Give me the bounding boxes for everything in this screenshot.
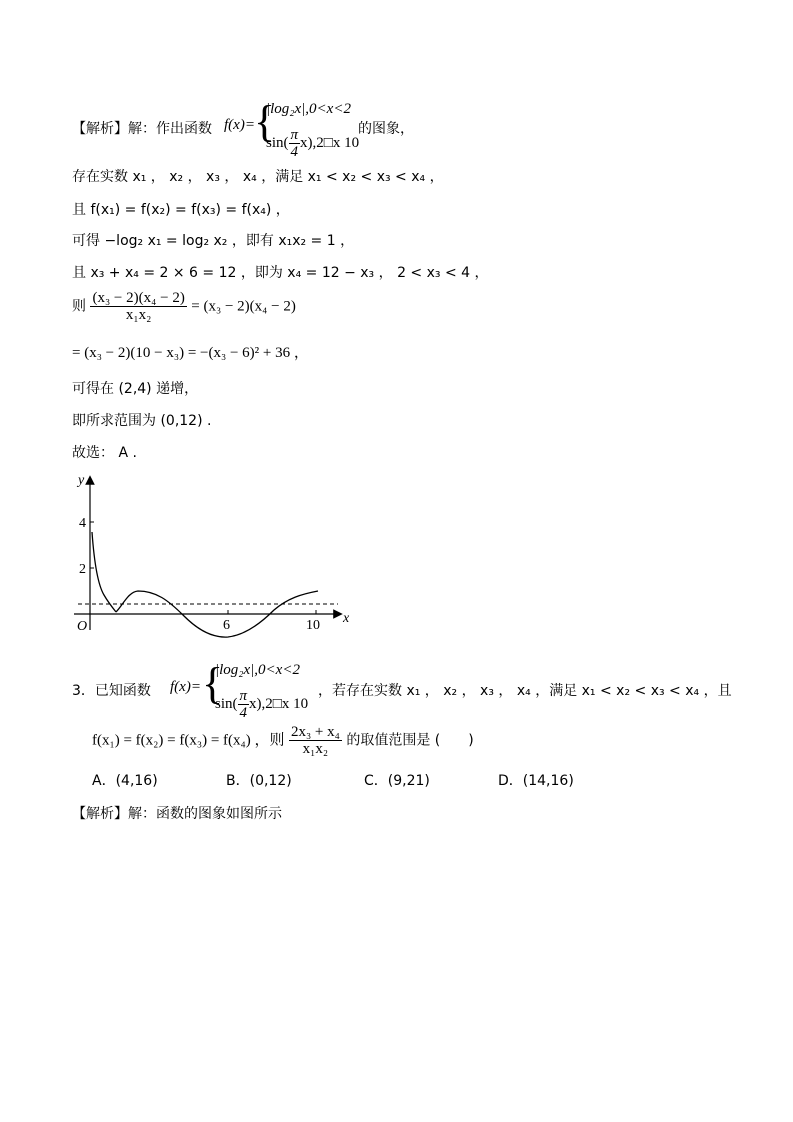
analysis1-head: 【解析】解：作出函数 <box>72 121 212 137</box>
question3-text1: ，若存在实数 x₁ ， x₂ ， x₃ ， x₄ ，满足 x₁ < x₂ < x₃ < x₄ ，且 <box>318 683 732 699</box>
analysis1-line3: 且 f(x₁) = f(x₂) = f(x₃) = f(x₄) ， <box>72 202 290 218</box>
question3-case2: sin( $\frac{\pi}{4}$ x),2□x 10 <box>215 688 309 721</box>
tick-label-2: 2 <box>79 562 86 577</box>
option-c[interactable]: C．(9,21) <box>364 773 430 789</box>
analysis1-line4: 可得 −log₂ x₁ = log₂ x₂ ，即有 x₁x₂ = 1 ， <box>72 233 355 249</box>
x-label: x <box>343 611 350 626</box>
analysis1-tail: 的图象， <box>358 121 414 137</box>
tick-label-10: 10 <box>306 618 320 633</box>
function-graph <box>68 470 368 640</box>
option-d[interactable]: D．(14,16) <box>498 773 574 789</box>
origin-label: O <box>77 619 88 634</box>
analysis2-text: 【解析】解：函数的图象如图所示 <box>72 806 282 822</box>
analysis1-line8: 可得在 (2,4) 递增， <box>72 381 199 397</box>
analysis1-fx: f(x)= <box>224 117 255 133</box>
tick-label-6: 6 <box>223 618 230 633</box>
analysis1-line9: 即所求范围为 (0,12) . <box>72 413 212 429</box>
y-label: y <box>78 473 85 488</box>
analysis1-case1: |log₂x|,0<x<2 <box>266 101 351 117</box>
analysis1-line2: 存在实数 x₁ ， x₂ ， x₃ ， x₄ ，满足 x₁ < x₂ < x₃ < x₄ ， <box>72 169 444 185</box>
analysis1-brace: { <box>254 97 276 146</box>
analysis1-line6: 则 $\frac{\text{(x₃ − 2)(x₄ − 2)}}{\text{x₁x₂}}$ = (x₃ − 2)(x₄ − 2) <box>72 290 296 323</box>
analysis1-line7: = (x₃ − 2)(10 − x₃) = −(x₃ − 6)² + 36 ， <box>72 345 309 361</box>
log-curve <box>92 532 116 612</box>
analysis1-line5: 且 x₃ + x₄ = 2 × 6 = 12 ，即为 x₄ = 12 − x₃ ， 2 < x₃ < 4 ， <box>72 265 489 281</box>
option-b[interactable]: B．(0,12) <box>226 773 292 789</box>
question3-case1: |log₂x|,0<x<2 <box>215 662 300 678</box>
analysis1-line10: 故选： A . <box>72 445 137 461</box>
question3-line2: f(x₁) = f(x₂) = f(x₃) = f(x₄) ，则 $\frac{\text{2x₃ + x₄}}{\text{x₁x₂}}$ 的取值范围是 ( ) <box>92 724 474 757</box>
analysis1-case2: sin( $\frac{\pi}{4}$ x),2□x 10 <box>266 127 360 160</box>
question3-brace: { <box>202 659 224 708</box>
option-a[interactable]: A．(4,16) <box>92 773 158 789</box>
question3-num: 3．已知函数 <box>72 683 151 699</box>
tick-label-4: 4 <box>79 516 86 531</box>
question3-fx: f(x)= <box>170 679 201 695</box>
